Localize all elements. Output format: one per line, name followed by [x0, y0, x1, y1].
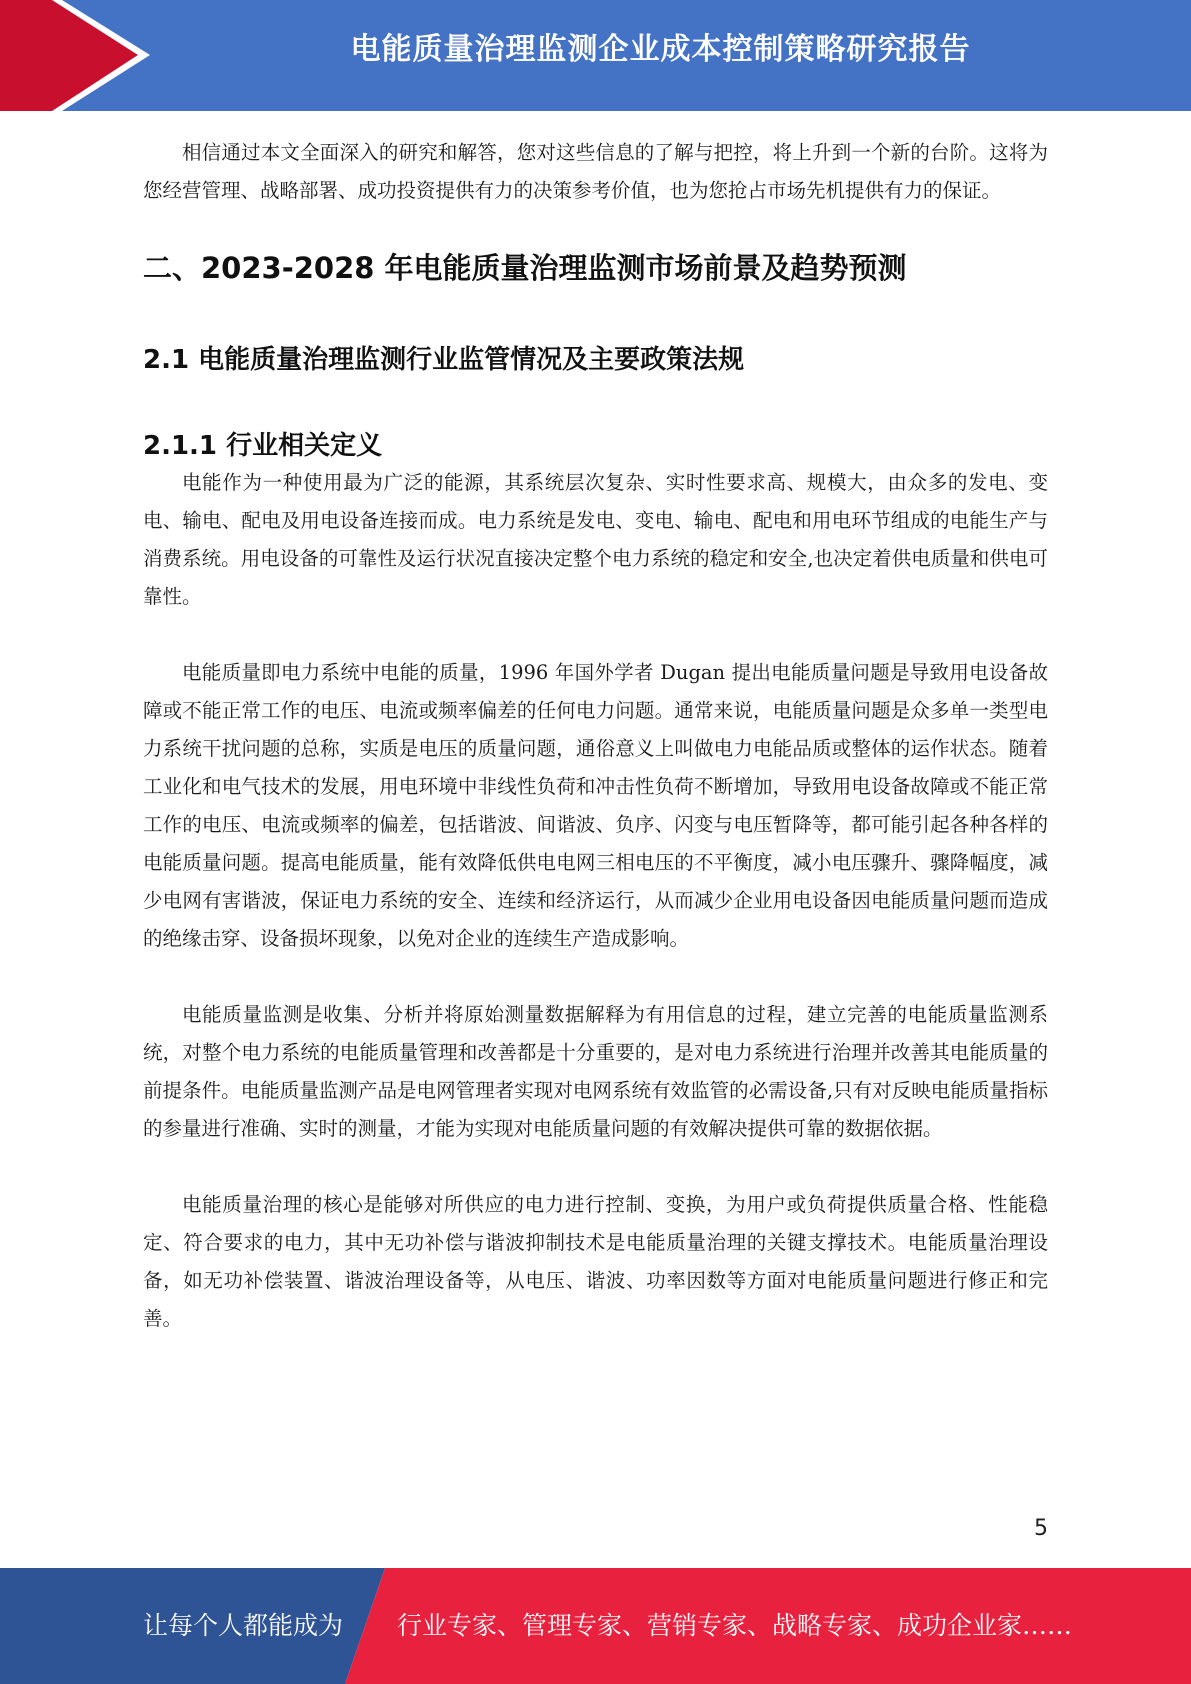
subsection-heading: 2.1 电能质量治理监测行业监管情况及主要政策法规 — [143, 345, 745, 375]
page-number: 5 — [1034, 1516, 1048, 1541]
header-chevron-icon — [0, 0, 160, 111]
body-paragraph: 电能质量治理的核心是能够对所供应的电力进行控制、变换，为用户或负荷提供质量合格、性能稳定、符合要求的电力，其中无功补偿与谐波抑制技术是电能质量治理的关键支撑技术。电能质量治理设备，如无功补偿装置、谐波治理设备等，从电压、谐波、功率因数等方面对电能质量问题进行修正和完善。 — [143, 1193, 1048, 1330]
subsubsection-heading: 2.1.1 行业相关定义 — [143, 431, 383, 461]
page-footer — [0, 1568, 1191, 1684]
intro-paragraph: 相信通过本文全面深入的研究和解答，您对这些信息的了解与把控，将上升到一个新的台阶。这将为您经营管理、战略部署、成功投资提供有力的决策参考价值，也为您抢占市场先机提供有力的保证。 — [143, 141, 1048, 202]
footer-slogan-left: 让每个人都能成为 — [143, 1611, 344, 1640]
header-title: 电能质量治理监测企业成本控制策略研究报告 — [350, 32, 971, 67]
page-content — [143, 134, 1048, 1376]
body-paragraph: 电能作为一种使用最为广泛的能源，其系统层次复杂、实时性要求高、规模大，由众多的发电、变电、输电、配电及用电设备连接而成。电力系统是发电、变电、输电、配电和用电环节组成的电能生产与消费系统。用电设备的可靠性及运行状况直接决定整个电力系统的稳定和安全,也决定着供电质量和供电可靠性。 — [143, 471, 1048, 608]
section-heading: 二、2023-2028 年电能质量治理监测市场前景及趋势预测 — [143, 251, 907, 285]
page-header — [0, 0, 1191, 111]
footer-slogan-right: 行业专家、管理专家、营销专家、战略专家、成功企业家…… — [397, 1611, 1073, 1640]
body-paragraph: 电能质量即电力系统中电能的质量，1996 年国外学者 Dugan 提出电能质量问题是导致用电设备故障或不能正常工作的电压、电流或频率偏差的任何电力问题。通常来说，电能质量问题是众多单一类型电力系统干扰问题的总称，实质是电压的质量问题，通俗意义上叫做电力电能品质或整体的运作状态。随着工业化和电气技术的发展，用电环境中非线性负荷和冲击性负荷不断增加，导致用电设备故障或不能正常工作的电压、电流或频率的偏差，包括谐波、间谐波、负序、闪变与电压暂降等，都可能引起各种各样的电能质量问题。提高电能质量，能有效降低供电电网三相电压的不平衡度，减小电压骤升、骤降幅度，减少电网有害谐波，保证电力系统的安全、连续和经济运行，从而减少企业用电设备因电能质量问题而造成的绝缘击穿、设备损坏现象，以免对企业的连续生产造成影响。 — [143, 661, 1048, 950]
body-paragraph: 电能质量监测是收集、分析并将原始测量数据解释为有用信息的过程，建立完善的电能质量监测系统，对整个电力系统的电能质量管理和改善都是十分重要的，是对电力系统进行治理并改善其电能质量的前提条件。电能质量监测产品是电网管理者实现对电网系统有效监管的必需设备,只有对反映电能质量指标的参量进行准确、实时的测量，才能为实现对电能质量问题的有效解决提供可靠的数据依据。 — [143, 1003, 1048, 1140]
